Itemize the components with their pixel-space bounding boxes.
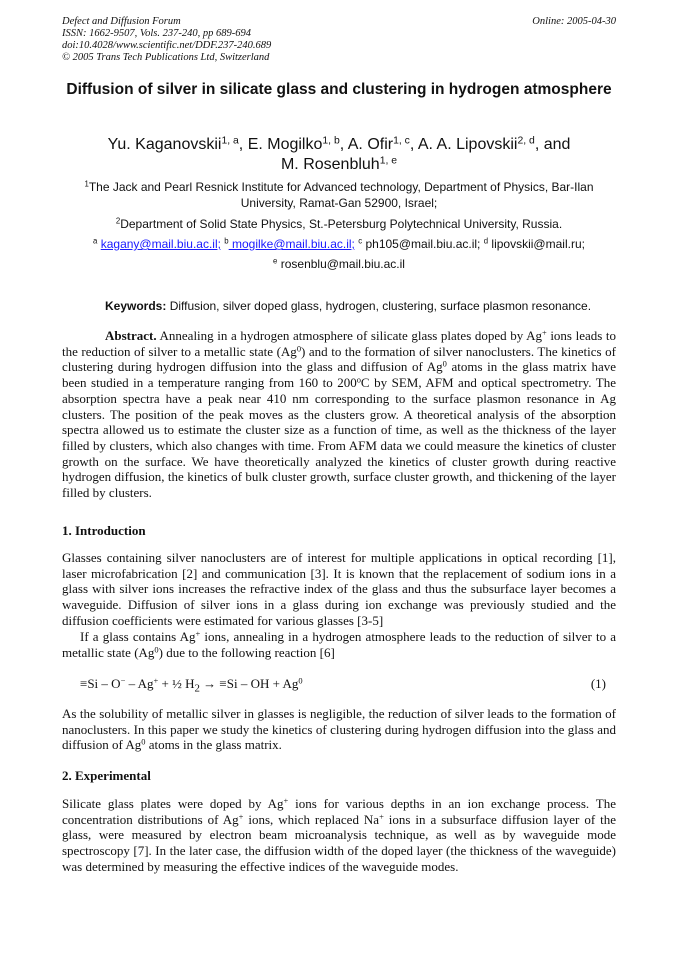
author: M. Rosenbluh	[280, 156, 380, 173]
abstract	[62, 328, 616, 501]
email-link-b[interactable]: mogilke@mail.biu.ac.il;	[228, 237, 355, 251]
affiliation-marker: 1	[84, 179, 89, 189]
author-marker: 1, c	[393, 135, 410, 147]
superscript: +	[283, 795, 289, 806]
superscript: +	[238, 811, 244, 822]
online-date: Online: 2005-04-30	[532, 16, 616, 27]
equation-1	[80, 676, 606, 695]
superscript: +	[379, 811, 384, 822]
intro-paragraph-1: Glasses containing silver nanoclusters are of interest for multiple applications in optical recording [1], laser microfabrication [2] and communication [3]. It is known that the replacement of sodium ions in a glass with silver ions increases the refractive index of the glass and thus the subsurface layer becomes a waveguide. Diffusion of silver ions in a glass during ion exchange was previously studied and the diffusion coefficients were estimated for various glasses [3-5]	[62, 550, 616, 628]
superscript: +	[195, 628, 201, 639]
abstract-text: C by SEM, AFM and optical spectrometry. The absorption spectra have a peak near 410 nm corresponding to the surface plasmon resonance in Ag clusters. The position of the peak moves as the clusters grow. A theoretical analysis of the absorption spectra allowed us to estimate the cluster size as a function of time, as well as the thickness of the layer filled by clusters, which also changes with time. From AFM data we could measure the kinetics of cluster growth on the surface. We have theoretically analyzed the kinetics of cluster growth during reactive hydrogen diffusion, the kinetics of bulk cluster growth, surface cluster growth, and thickening of the layer filled by clusters.	[62, 375, 616, 501]
affiliation-marker: 2	[115, 216, 121, 226]
superscript: 0	[298, 675, 303, 686]
email-marker: e	[273, 256, 278, 266]
email-marker: d	[483, 236, 489, 246]
keywords-label: Keywords:	[105, 299, 167, 313]
subscript: 2	[194, 682, 200, 695]
affiliation-text: The Jack and Pearl Resnick Institute for Advanced technology, Department of Physics, Bar-Ilan University, Ramat-Gan 52900, Israel;	[88, 180, 594, 210]
paragraph-text: ions for various depths in an ion exchange process. The concentration distributions of Ag	[62, 796, 616, 827]
intro-paragraph-3	[62, 706, 616, 753]
paragraph-text: ions, annealing in a hydrogen atmosphere leads to the reduction of silver to a metallic state (Ag	[62, 629, 617, 660]
email-marker: c	[358, 236, 363, 246]
email-link-a[interactable]: kagany@mail.biu.ac.il;	[100, 237, 221, 251]
abstract-text: ions leads to the reduction of silver to a metallic state (Ag	[62, 328, 616, 359]
keywords-text: Diffusion, silver doped glass, hydrogen, clustering, surface plasmon resonance.	[169, 299, 592, 313]
superscript: 0	[141, 736, 146, 747]
paragraph-text: Silicate glass plates were doped by Ag	[62, 796, 284, 811]
copyright-line: © 2005 Trans Tech Publications Ltd, Switzerland	[62, 52, 270, 63]
superscript: 0	[442, 358, 447, 369]
author-marker: 2, d	[517, 135, 535, 147]
author: A. A. Lipovskii	[417, 136, 518, 153]
email-marker: b	[224, 236, 229, 246]
superscript: +	[541, 327, 547, 338]
email-line	[62, 236, 616, 252]
superscript: 0	[154, 644, 159, 655]
issn-line: ISSN: 1662-9507, Vols. 237-240, pp 689-694	[62, 28, 251, 39]
equation-text: – Ag	[125, 676, 154, 691]
section-heading-experimental: 2. Experimental	[62, 768, 151, 783]
abstract-text: Annealing in a hydrogen atmosphere of silicate glass plates doped by Ag	[159, 328, 542, 343]
email-d: lipovskii@mail.ru;	[491, 237, 585, 251]
superscript: −	[120, 675, 126, 686]
equation-text: ≡Si – O	[80, 676, 121, 691]
doi-line: doi:10.4028/www.scientific.net/DDF.237-240.689	[62, 40, 272, 51]
author-marker: 1, e	[379, 155, 398, 167]
paragraph-text: ions, which replaced Na	[243, 811, 380, 827]
author-marker: 1, a	[221, 135, 239, 147]
superscript: o	[356, 374, 361, 385]
paragraph-text: As the solubility of metallic silver in glasses is negligible, the reduction of silver leads to the formation of nanoclusters. In this paper we study the kinetics of clustering during hydrogen diffusion into the glass and diffusion of Ag	[62, 706, 616, 753]
superscript: 0	[296, 343, 302, 354]
paragraph-text: atoms in the glass matrix.	[145, 737, 282, 753]
paper-title: Diffusion of silver in silicate glass and clustering in hydrogen atmosphere	[66, 81, 612, 98]
email-marker: a	[93, 236, 98, 246]
paragraph-text: ) due to the following reaction [6]	[158, 644, 335, 660]
author-list: Yu. Kaganovskii$^{1, a}$, E. Mogilko$^{1, b}$, A. Ofir$^{1, c}$, A. A. Lipovskii$^{2, d}$, and M. Rosenbluh$^{1, e}$	[107, 135, 571, 173]
keywords	[105, 299, 625, 313]
section-heading-introduction: 1. Introduction	[62, 523, 146, 538]
author-marker: 1, b	[322, 135, 340, 147]
author-conjunction: , and	[534, 136, 571, 153]
email-line-2	[62, 256, 616, 272]
intro-paragraph-2	[62, 629, 616, 660]
affiliation-text: Department of Solid State Physics, St.-Petersburg Polytechnical University, Russia.	[120, 217, 563, 231]
experimental-paragraph	[62, 796, 616, 875]
affiliation-2	[62, 216, 616, 232]
email-c: ph105@mail.biu.ac.il;	[365, 237, 481, 251]
email-e: rosenblu@mail.biu.ac.il	[280, 257, 405, 271]
abstract-text: atoms in the glass matrix have been studied in a temperature ranging from 160 to 200	[62, 359, 617, 391]
abstract-text: ) and to the formation of silver nanoclusters. The kinetics of clustering during hydrogen diffusion into the glass and diffusion of Ag	[62, 343, 616, 375]
equation-text: + ½ H	[158, 676, 195, 691]
author: E. Mogilko	[247, 136, 323, 153]
superscript: +	[153, 675, 159, 686]
paragraph-text: If a glass contains Ag	[80, 629, 196, 644]
author: A. Ofir	[347, 136, 394, 153]
page-header	[62, 16, 616, 64]
author: Yu. Kaganovskii	[107, 136, 222, 153]
journal-name: Defect and Diffusion Forum	[62, 16, 181, 27]
affiliation-1	[62, 179, 616, 211]
equation-number: (1)	[590, 676, 606, 691]
abstract-label: Abstract.	[105, 328, 157, 343]
paragraph-text: ions in a subsurface diffusion layer of the glass, were measured by electron beam microanalysis technique, as well as by waveguide mode spectroscopy [7]. In the later case, the diffusion width of the doped layer (the thickness of the waveguide) was determined by measuring the effective indices of the waveguide modes.	[62, 811, 616, 874]
equation-text: → ≡Si – OH + Ag	[199, 676, 299, 691]
